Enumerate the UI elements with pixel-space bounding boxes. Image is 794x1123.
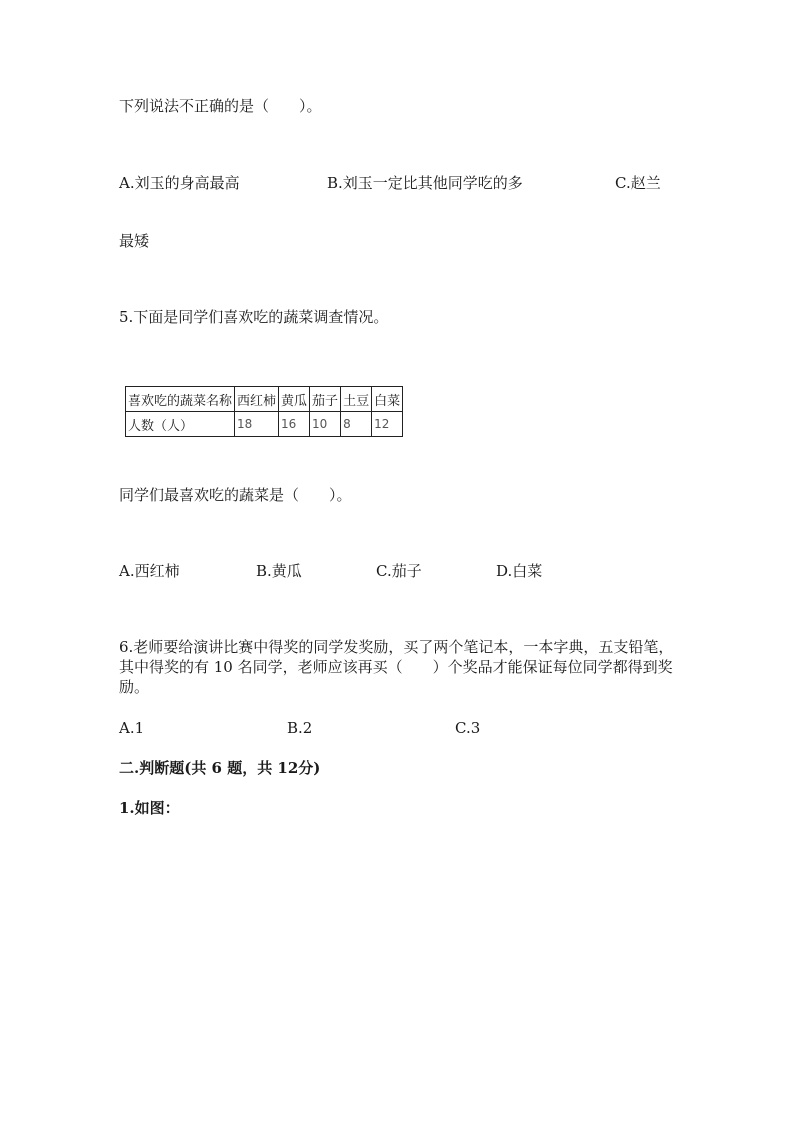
q6-stem: 6.老师要给演讲比赛中得奖的同学发奖励，买了两个笔记本，一本字典，五支铅笔，其中得奖的有 10 名同学，老师应该再买（ ）个奖品才能保证每位同学都得到奖励。 bbox=[119, 638, 674, 696]
q6-option-a[interactable]: A.1 bbox=[119, 719, 145, 737]
table-cell: 黄瓜 bbox=[279, 387, 310, 412]
q4-option-c[interactable]: C.赵兰 bbox=[615, 174, 661, 192]
q5-option-d[interactable]: D.白菜 bbox=[496, 562, 543, 580]
table-cell: 白菜 bbox=[372, 387, 403, 412]
table-cell: 16 bbox=[279, 412, 310, 437]
table-row bbox=[126, 412, 403, 437]
table-cell: 12 bbox=[372, 412, 403, 437]
q5-option-b[interactable]: B.黄瓜 bbox=[256, 562, 302, 580]
section-title: 二.判断题(共 6 题，共 12分) bbox=[119, 759, 321, 777]
table-cell: 10 bbox=[310, 412, 341, 437]
table-header-row bbox=[126, 387, 403, 412]
section2-q1-stem: 1.如图： bbox=[119, 799, 180, 817]
q6-option-b[interactable]: B.2 bbox=[287, 719, 313, 737]
q4-option-b[interactable]: B.刘玉一定比其他同学吃的多 bbox=[327, 174, 523, 192]
q5-question: 同学们最喜欢吃的蔬菜是（ ）。 bbox=[119, 486, 352, 504]
q6-option-c[interactable]: C.3 bbox=[455, 719, 481, 737]
table-cell: 喜欢吃的蔬菜名称 bbox=[126, 387, 235, 412]
q5-stem: 5.下面是同学们喜欢吃的蔬菜调查情况。 bbox=[119, 308, 389, 326]
q5-option-a[interactable]: A.西红柿 bbox=[119, 562, 180, 580]
table-cell: 人数（人） bbox=[126, 412, 235, 437]
vegetable-survey-table bbox=[125, 386, 403, 437]
q4-option-a[interactable]: A.刘玉的身高最高 bbox=[119, 174, 240, 192]
q5-option-c[interactable]: C.茄子 bbox=[376, 562, 422, 580]
q4-option-c-wrap: 最矮 bbox=[119, 232, 150, 250]
table-cell: 8 bbox=[341, 412, 372, 437]
table-cell: 茄子 bbox=[310, 387, 341, 412]
table-cell: 18 bbox=[235, 412, 279, 437]
table-cell: 西红柿 bbox=[235, 387, 279, 412]
q4-stem: 下列说法不正确的是（ ）。 bbox=[119, 97, 322, 115]
table-cell: 土豆 bbox=[341, 387, 372, 412]
